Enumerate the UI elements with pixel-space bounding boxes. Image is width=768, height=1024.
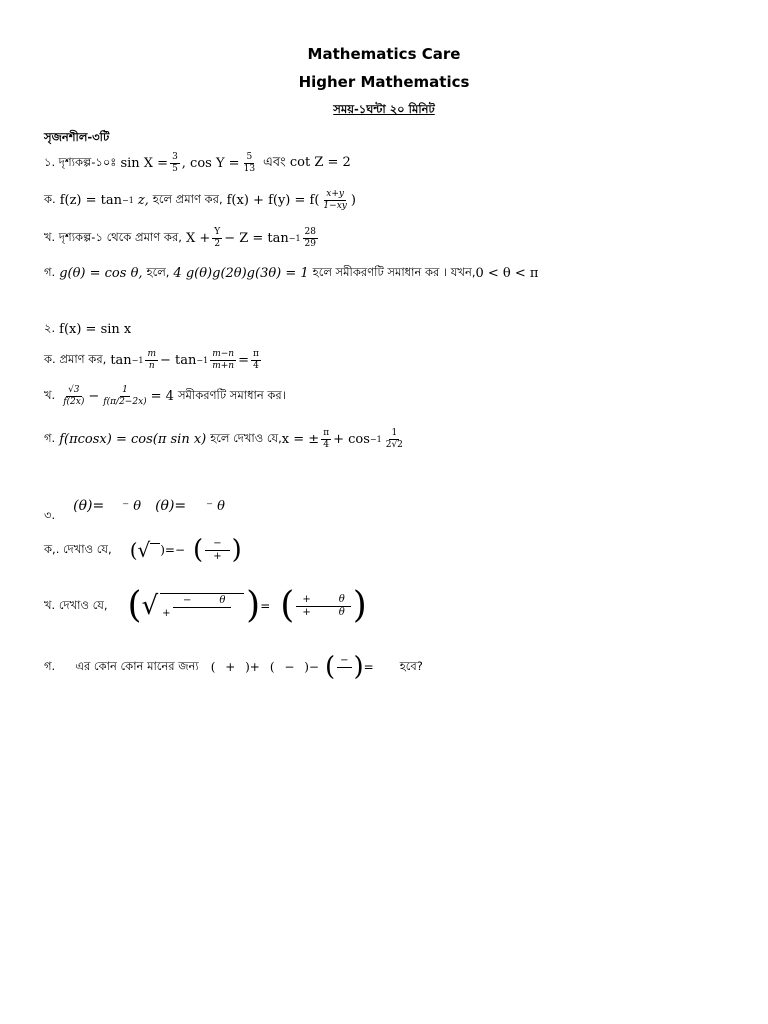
q3-part-ka: ক,. দেখাও যে, ( √ )=− ( $\frac{-}{+}$ ) <box>44 535 242 565</box>
fraction: $\frac{-}{+}$ <box>205 539 229 562</box>
q2-part-ga: গ. f(πcosx) = cos(π sin x) হলে দেখাও যে, x = ± $\frac{\pi}{4}$ + cos −1 $\frac{1}{2√2}$ <box>44 428 403 450</box>
q1-stem: ১. দৃশ্যকল্প-১০ঃ sin X = $\frac{3}{5}$ , cos Y = $\frac{5}{13}$ এবং cot Z = 2 <box>44 152 351 174</box>
fraction: $\frac{m-n}{m+n}$ <box>212 349 235 371</box>
fraction: − <box>337 656 351 679</box>
fraction: $\frac{Y}{2}$ <box>214 227 221 249</box>
q3-part-kha: খ. দেখাও যে, ( √ $\frac{- \theta}{+}$ ) = ( $\frac{+ \theta}{+ \theta}$ ) <box>44 585 367 626</box>
fraction: $\frac{√3}{f(2x)}$ <box>63 385 85 407</box>
q1-part-ka: ক. f(z) = tan −1 z, হলে প্রমাণ কর, f(x) + f(y) = f( $\frac{x+y}{1-xy}$ ) <box>44 189 356 211</box>
q2-stem: ২. f(x) = sin x <box>44 321 132 337</box>
document-subtitle: Higher Mathematics <box>298 73 470 91</box>
fraction: $\frac{- \theta}{+}$ <box>160 593 244 619</box>
fraction: $\frac{5}{13}$ <box>243 152 256 174</box>
section-title: সৃজনশীল-৩টি <box>44 130 110 144</box>
fraction: $\frac{3}{5}$ <box>172 152 178 174</box>
q3-stem: ৩. (θ)= ⁻ θ (θ)= ⁻ θ <box>44 498 225 522</box>
fraction: $\frac{1}{2√2}$ <box>385 428 403 450</box>
fraction: $\frac{m}{n}$ <box>147 349 157 371</box>
q2-part-ka: ক. প্রমাণ কর, tan −1 $\frac{m}{n}$ − tan −1 $\frac{m-n}{m+n}$ = $\frac{\pi}{4}$ <box>44 349 259 371</box>
q3-part-ga: গ. এর কোন কোন মানের জন্য ( + )+ ( − )− ( − ) = হবে? <box>44 652 423 682</box>
fraction: $\frac{28}{29}$ <box>304 227 316 249</box>
q1-part-ga: গ. g(θ) = cos θ, হলে, 4 g(θ)g(2θ)g(3θ) = 1 হলে সমীকরণটি সমাধান কর । যখন, 0 < θ < π <box>44 265 539 281</box>
q2-part-kha: খ. $\frac{√3}{f(2x)}$ − $\frac{1}{f(\pi/2-2x)}$ = 4 সমীকরণটি সমাধান কর। <box>44 385 286 407</box>
document-title: Mathematics Care <box>307 45 461 63</box>
q1-part-kha: খ. দৃশ্যকল্প-১ থেকে প্রমাণ কর, X + $\frac{Y}{2}$ − Z = tan −1 $\frac{28}{29}$ <box>44 227 316 249</box>
time-limit: সময়-১ঘন্টা ২০ মিনিট <box>333 102 435 116</box>
fraction: $\frac{\pi}{4}$ <box>252 349 259 371</box>
fraction: $\frac{x+y}{1-xy}$ <box>323 189 347 211</box>
fraction: $\frac{1}{f(\pi/2-2x)}$ <box>103 385 147 407</box>
fraction: $\frac{\pi}{4}$ <box>323 428 330 450</box>
fraction: $\frac{+ \theta}{+ \theta}$ <box>296 595 350 618</box>
